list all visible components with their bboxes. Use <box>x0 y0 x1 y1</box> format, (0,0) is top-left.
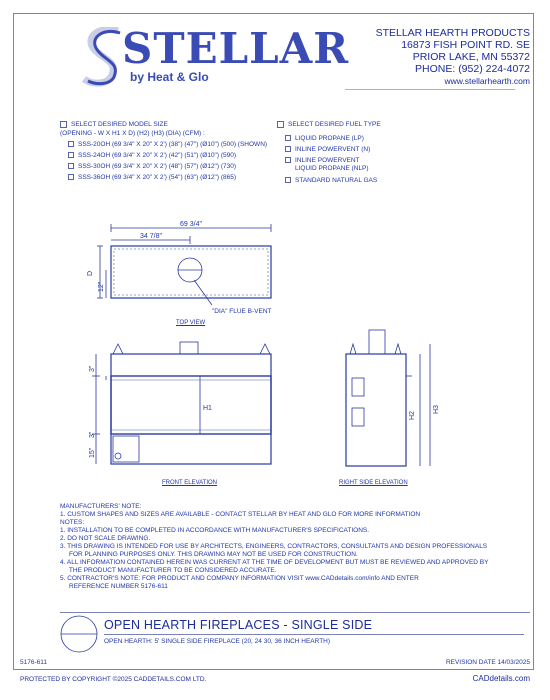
company-phone: PHONE: (952) 224-4072 <box>415 63 530 75</box>
note-4: 4. ALL INFORMATION CONTAINED HEREIN WAS CURRENT AT THE TIME OF DEVELOPMENT BUT MUST BE REVIEWED AND APPROVED BY <box>60 559 489 566</box>
note-2: 2. DO NOT SCALE DRAWING. <box>60 535 151 542</box>
note-5: 5. CONTRACTOR'S NOTE: FOR PRODUCT AND COMPANY INFORMATION VISIT www.CADdetails.com/info AND ENTER <box>60 575 419 582</box>
fuel-section-title: SELECT DESIRED FUEL TYPE <box>288 121 381 128</box>
front-elevation-caption: FRONT ELEVATION <box>162 480 218 486</box>
front-elevation-drawing <box>92 342 271 464</box>
model-option-24[interactable]: SSS-24OH (69 3/4" X 20" X 2') (42") (51") (Ø10") (590) <box>60 150 267 161</box>
dim-width: 69 3/4" <box>180 221 202 228</box>
side-elevation-caption: RIGHT SIDE ELEVATION <box>339 480 408 486</box>
note-1: 1. INSTALLATION TO BE COMPLETED IN ACCORDANCE WITH MANUFACTURER'S SPECIFICATIONS. <box>60 527 370 534</box>
model-option-20[interactable]: SSS-20OH (69 3/4" X 20" X 2') (38") (47") (Ø10") (500) (SHOWN) <box>60 139 267 150</box>
notes-heading: NOTES: <box>60 519 85 526</box>
dim-h1: H1 <box>203 405 212 412</box>
dim-half-width: 34 7/8" <box>140 233 162 240</box>
model-section-title: SELECT DESIRED MODEL SIZE <box>71 121 168 128</box>
model-option-36[interactable]: SSS-36OH (69 3/4" X 20" X 2') (54") (63") (Ø12") (865) <box>60 172 267 183</box>
caddetails-brand[interactable]: CADdetails.com <box>472 674 530 683</box>
note-3: 3. THIS DRAWING IS INTENDED FOR USE BY ARCHITECTS, ENGINEERS, CONTRACTORS, CONSULTANTS AND DESIGN PROFESSIONALS <box>60 543 488 550</box>
fuel-option-nlp[interactable]: INLINE POWERVENT LIQUID PROPANE (NLP) <box>277 157 381 173</box>
copyright-text: PROTECTED BY COPYRIGHT ©2025 CADDETAILS.COM LTD. <box>20 676 207 683</box>
logo-subtitle: by Heat & Glo <box>130 70 209 84</box>
fuel-option-lp[interactable]: LIQUID PROPANE (LP) <box>277 133 381 144</box>
dim-h3: H3 <box>433 405 440 414</box>
dim-front-mid: 3" <box>89 431 96 438</box>
manufacturer-note-heading: MANUFACTURERS' NOTE: <box>60 503 142 510</box>
logo-wordmark: STELLAR <box>122 24 350 73</box>
dim-front-top: 3" <box>89 365 96 372</box>
model-section-subtitle: (OPENING - W X H1 X D) (H2) (H3) (DIA) (CFM) : <box>60 130 205 137</box>
dim-h2: H2 <box>409 411 416 420</box>
top-view-drawing <box>97 224 271 305</box>
dim-depth: D <box>87 270 94 276</box>
dim-front-bottom: 15" <box>89 447 96 458</box>
drawing-title: OPEN HEARTH FIREPLACES - SINGLE SIDE <box>104 618 373 632</box>
dim-12: 12" <box>98 281 105 292</box>
top-view-caption: TOP VIEW <box>176 320 206 326</box>
company-website[interactable]: www.stellarhearth.com <box>444 76 530 86</box>
title-block-divider <box>60 612 530 613</box>
fuel-option-n[interactable]: INLINE POWERVENT (N) <box>277 144 381 155</box>
title-divider <box>104 634 524 635</box>
note-4-cont: THE PRODUCT MANUFACTURER TO BE CONSIDERED ACCURATE. <box>60 567 277 574</box>
manufacturer-note-1: 1. CUSTOM SHAPES AND SIZES ARE AVAILABLE - CONTACT STELLAR BY HEAT AND GLO FOR MORE INFORMATION <box>60 511 421 518</box>
company-address-line2: PRIOR LAKE, MN 55372 <box>412 51 530 63</box>
notes-block <box>60 503 530 591</box>
company-name: STELLAR HEARTH PRODUCTS <box>375 27 530 39</box>
fuel-option-ng[interactable]: STANDARD NATURAL GAS <box>277 175 381 186</box>
title-block-circle-icon <box>60 615 98 653</box>
model-option-30[interactable]: SSS-30OH (69 3/4" X 20" X 2') (48") (57") (Ø12") (730) <box>60 161 267 172</box>
company-address-line1: 16873 FISH POINT RD. SE <box>401 39 530 51</box>
drawing-subtitle: OPEN HEARTH: 5' SINGLE SIDE FIREPLACE (20, 24 30, 36 INCH HEARTH) <box>104 638 331 645</box>
reference-number: 5176-611 <box>20 659 47 666</box>
note-5-cont: REFERENCE NUMBER 5176-611 <box>60 583 168 590</box>
side-elevation-drawing <box>346 330 430 466</box>
flue-label: "DIA" FLUE B-VENT <box>212 308 272 315</box>
note-3-cont: FOR PLANNING PURPOSES ONLY. THIS DRAWING MAY NOT BE USED FOR CONSTRUCTION. <box>60 551 358 558</box>
revision-date: REVISION DATE 14/03/2025 <box>445 659 530 666</box>
